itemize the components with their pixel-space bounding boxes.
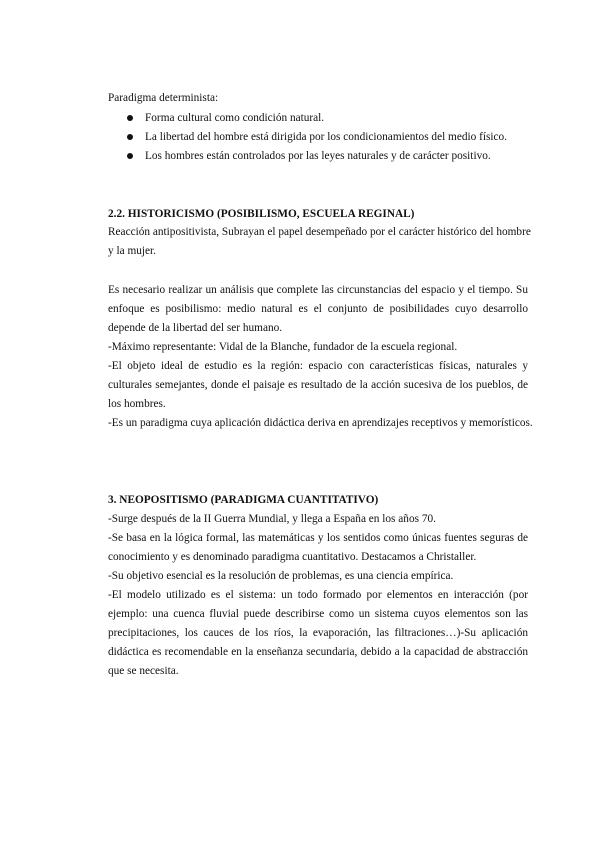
paragraph-line: -El modelo utilizado es el sistema: un todo formado por elementos en interacción (por xyxy=(108,589,528,601)
paragraph-line: -Su objetivo esencial es la resolución de problemas, es una ciencia empírica. xyxy=(108,570,454,582)
paragraph-line: ejemplo: una cuenca fluvial puede describirse como un sistema cuyos elementos son las xyxy=(108,608,528,620)
paragraph-line: y la mujer. xyxy=(108,245,157,257)
intro-title: Paradigma determinista: xyxy=(108,92,219,104)
section-heading-historicismo: 2.2. HISTORICISMO (POSIBILISMO, ESCUELA REGINAL) xyxy=(108,208,415,220)
bullet-icon xyxy=(127,115,133,121)
paragraph-line: -Es un paradigma cuya aplicación didáctica deriva en aprendizajes receptivos y memorísticos. xyxy=(108,417,533,429)
intro-bullet: Los hombres están controlados por las leyes naturales y de carácter positivo. xyxy=(145,150,491,162)
paragraph-line: conocimiento y es denominado paradigma cuantitativo. Destacamos a Christaller. xyxy=(108,551,477,563)
paragraph-line: -Se basa en la lógica formal, las matemáticas y los sentidos como únicas fuentes seguras de xyxy=(108,532,528,544)
section-heading-neopositivismo: 3. NEOPOSITISMO (PARADIGMA CUANTITATIVO) xyxy=(108,494,379,506)
paragraph-line: que se necesita. xyxy=(108,665,179,677)
paragraph-line: -Máximo representante: Vidal de la Blanche, fundador de la escuela regional. xyxy=(108,341,458,353)
paragraph-line: precipitaciones, los cauces de los ríos, la evaporación, las filtraciones…)-Su aplicación xyxy=(108,627,528,639)
paragraph-line: -Surge después de la II Guerra Mundial, y llega a España en los años 70. xyxy=(108,513,436,525)
paragraph-line: depende de la libertad del ser humano. xyxy=(108,322,283,334)
paragraph-line: enfoque es posibilismo: medio natural es el conjunto de posibilidades cuyo desarrollo xyxy=(108,303,528,315)
bullet-icon xyxy=(127,134,133,140)
paragraph-line: los hombres. xyxy=(108,398,166,410)
intro-bullet: Forma cultural como condición natural. xyxy=(145,112,325,124)
paragraph-line: -El objeto ideal de estudio es la región: espacio con características físicas, naturales y xyxy=(108,360,528,372)
intro-bullet: La libertad del hombre está dirigida por los condicionamientos del medio físico. xyxy=(145,131,508,143)
paragraph-line: didáctica es recomendable en la enseñanza secundaria, debido a la capacidad de abstracción xyxy=(108,646,528,658)
paragraph-line: Reacción antipositivista, Subrayan el papel desempeñado por el carácter histórico del hombre xyxy=(108,226,531,238)
bullet-icon xyxy=(127,153,133,159)
paragraph-line: Es necesario realizar un análisis que complete las circunstancias del espacio y el tiempo. Su xyxy=(108,284,528,296)
paragraph-line: culturales semejantes, donde el paisaje es resultado de la acción sucesiva de los pueblos, de xyxy=(108,379,528,391)
